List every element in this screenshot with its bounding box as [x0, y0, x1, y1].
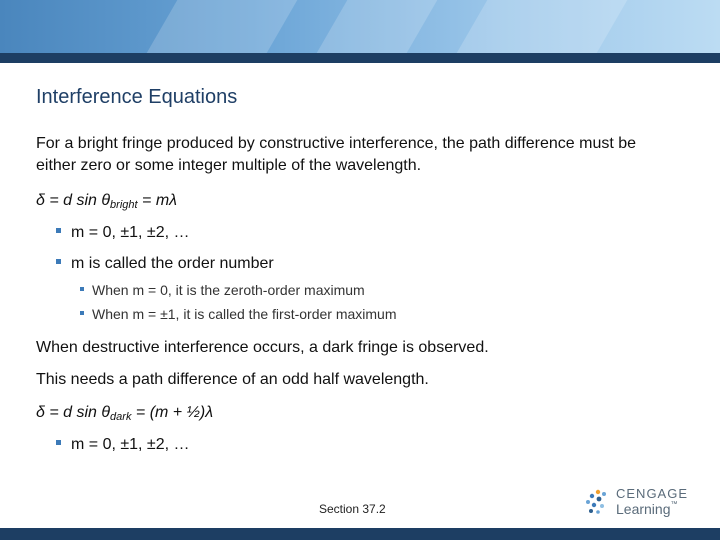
dark-fringe-line: This needs a path difference of an odd half wavelength. — [36, 371, 429, 388]
bullet-item — [56, 255, 274, 273]
bullet-text: m = 0, ±1, ±2, … — [71, 436, 190, 453]
bullet-square-icon — [80, 287, 84, 291]
sub-bullet-item — [80, 282, 365, 298]
section-label: Section 37.2 — [319, 502, 386, 516]
sub-bullet-text: When m = 0, it is the zeroth-order maximum — [92, 282, 365, 298]
logo-trademark: ™ — [670, 501, 678, 508]
footer-bar — [0, 528, 720, 540]
bullet-square-icon — [56, 259, 61, 264]
bullet-square-icon — [56, 228, 61, 233]
dark-fringe-line: When destructive interference occurs, a dark fringe is observed. — [36, 339, 489, 356]
bullet-item — [56, 436, 190, 454]
sub-bullet-text: When m = ±1, it is called the first-order maximum — [92, 306, 397, 322]
equation-rhs: = mλ — [137, 192, 178, 209]
equation-subscript: dark — [110, 411, 132, 423]
sub-bullet-item — [80, 306, 397, 322]
equation-rhs: = (m + ½)λ — [131, 404, 214, 421]
bullet-square-icon — [80, 311, 84, 315]
bullet-item — [56, 224, 190, 242]
equation-lhs: δ = d sin θ — [36, 192, 111, 209]
intro-paragraph: For a bright fringe produced by constructive interference, the path difference must be either zero or some integer multiple of the wavelength. — [36, 135, 637, 174]
equation-subscript: bright — [110, 199, 138, 211]
header-bar — [0, 53, 720, 63]
equation-lhs: δ = d sin θ — [36, 404, 111, 421]
header-decoration — [120, 0, 321, 53]
header-decoration — [290, 0, 461, 53]
bright-equation — [36, 192, 177, 211]
logo-dots-icon — [584, 488, 610, 516]
cengage-logo — [584, 486, 694, 520]
logo-sub-text — [616, 501, 678, 517]
slide-title: Interference Equations — [36, 86, 238, 108]
bullet-square-icon — [56, 440, 61, 445]
bullet-text: m is called the order number — [71, 255, 274, 272]
bullet-text: m = 0, ±1, ±2, … — [71, 224, 190, 241]
dark-equation — [36, 404, 213, 423]
header-decoration — [430, 0, 651, 53]
logo-sub-word: Learning — [616, 501, 671, 517]
logo-brand-text: CENGAGE — [616, 486, 689, 501]
header-banner — [0, 0, 720, 53]
